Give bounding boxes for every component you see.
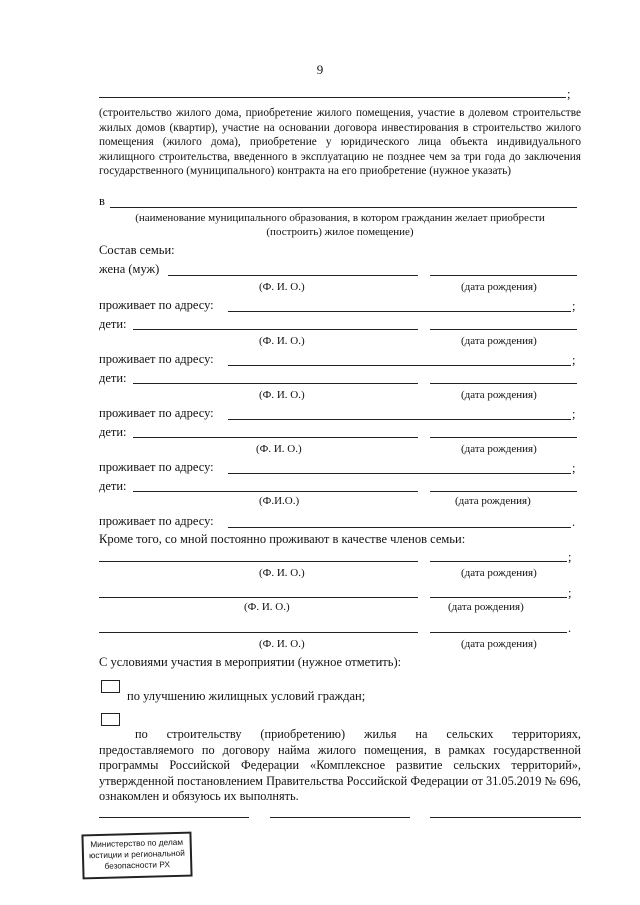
semicolon: ; bbox=[568, 586, 572, 600]
fio-caption: (Ф. И. О.) bbox=[259, 335, 305, 347]
child-birth-line bbox=[430, 491, 577, 492]
address-label: проживает по адресу: bbox=[99, 298, 214, 312]
birth-caption: (дата рождения) bbox=[461, 281, 537, 293]
children-label: дети: bbox=[99, 371, 127, 385]
period: . bbox=[568, 621, 572, 635]
children-label: дети: bbox=[99, 317, 127, 331]
semicolon: ; bbox=[572, 407, 576, 421]
fio-caption: (Ф. И. О.) bbox=[259, 281, 305, 293]
ministry-stamp bbox=[81, 832, 192, 880]
stamp-line: безопасности РХ bbox=[104, 859, 171, 871]
address-line bbox=[228, 311, 571, 312]
birth-caption: (дата рождения) bbox=[461, 638, 537, 650]
address-label: проживает по адресу: bbox=[99, 406, 214, 420]
fio-caption: (Ф. И. О.) bbox=[244, 601, 290, 613]
spouse-label: жена (муж) bbox=[99, 262, 160, 276]
birth-caption: (дата рождения) bbox=[448, 601, 524, 613]
children-label: дети: bbox=[99, 479, 127, 493]
municipality-blank-line bbox=[110, 207, 577, 208]
in-label: в bbox=[99, 194, 105, 208]
purpose-note: (строительство жилого дома, приобретение жилого помещения, участие в долевом строительстве жилых домов (квартир), участие на основании договора инвестирования в строительство жилого помещения (жилого дома), приобретение у юридического лица объекта индивидуального жилищного строительства, введенного в эксплуатацию не позднее чем за три года до заключения государственного (муниципального) контракта на его приобретение (нужное указать) bbox=[99, 107, 581, 178]
birth-caption: (дата рождения) bbox=[461, 335, 537, 347]
period: . bbox=[572, 515, 576, 529]
family-heading: Состав семьи: bbox=[99, 243, 175, 257]
also-living-text: Кроме того, со мной постоянно проживают в качестве членов семьи: bbox=[99, 532, 466, 546]
member-fio-line bbox=[99, 632, 418, 633]
child-fio-line bbox=[133, 329, 418, 330]
address-line bbox=[228, 419, 571, 420]
address-line bbox=[228, 365, 571, 366]
address-line bbox=[228, 473, 571, 474]
purpose-blank-line bbox=[99, 97, 566, 98]
signature-line bbox=[270, 817, 410, 818]
birth-caption: (дата рождения) bbox=[461, 389, 537, 401]
conditions-heading: С условиями участия в мероприятии (нужное отметить): bbox=[99, 655, 402, 669]
fio-caption: (Ф. И. О.) bbox=[259, 638, 305, 650]
fio-caption: (Ф. И. О.) bbox=[259, 567, 305, 579]
spouse-fio-line bbox=[168, 275, 418, 276]
option-1-label: по улучшению жилищных условий граждан; bbox=[127, 689, 366, 703]
fio-caption: (Ф.И.О.) bbox=[259, 495, 300, 507]
option-2-checkbox[interactable] bbox=[101, 713, 120, 726]
address-label: проживает по адресу: bbox=[99, 460, 214, 474]
stamp-line: юстиции и региональной bbox=[88, 847, 185, 861]
child-fio-line bbox=[133, 491, 418, 492]
member-fio-line bbox=[99, 561, 418, 562]
child-birth-line bbox=[430, 329, 577, 330]
address-line bbox=[228, 527, 571, 528]
child-fio-line bbox=[133, 437, 418, 438]
municipality-caption-1: (наименование муниципального образования, в котором гражданин желает приобрести bbox=[135, 212, 545, 224]
child-birth-line bbox=[430, 383, 577, 384]
birth-caption: (дата рождения) bbox=[461, 443, 537, 455]
address-label: проживает по адресу: bbox=[99, 352, 214, 366]
fio-caption: (Ф. И. О.) bbox=[256, 443, 302, 455]
semicolon: ; bbox=[567, 87, 571, 101]
page-number: 9 bbox=[316, 62, 324, 77]
child-birth-line bbox=[430, 437, 577, 438]
birth-caption: (дата рождения) bbox=[461, 567, 537, 579]
member-birth-line bbox=[430, 597, 567, 598]
semicolon: ; bbox=[572, 461, 576, 475]
semicolon: ; bbox=[572, 353, 576, 367]
child-fio-line bbox=[133, 383, 418, 384]
semicolon: ; bbox=[572, 299, 576, 313]
member-fio-line bbox=[99, 597, 418, 598]
municipality-caption-2: (построить) жилое помещение) bbox=[266, 226, 414, 238]
address-label: проживает по адресу: bbox=[99, 514, 214, 528]
member-birth-line bbox=[430, 561, 567, 562]
birth-caption: (дата рождения) bbox=[455, 495, 531, 507]
semicolon: ; bbox=[568, 550, 572, 564]
member-birth-line bbox=[430, 632, 567, 633]
signature-line bbox=[430, 817, 581, 818]
fio-caption: (Ф. И. О.) bbox=[259, 389, 305, 401]
stamp-line: Министерство по делам bbox=[90, 836, 184, 850]
spouse-birth-line bbox=[430, 275, 577, 276]
option-1-checkbox[interactable] bbox=[101, 680, 120, 693]
children-label: дети: bbox=[99, 425, 127, 439]
signature-line bbox=[99, 817, 249, 818]
option-2-text: по строительству (приобретению) жилья на сельских территориях, предоставляемого по договору найма жилого помещения, в рамках государственной программы Российской Федерации «Комплексное развитие сельских территорий», утвержденной постановлением Правительства Российской Федерации от 31.05.2019 № 696, ознакомлен и обязуюсь их выполнять. bbox=[99, 727, 581, 803]
